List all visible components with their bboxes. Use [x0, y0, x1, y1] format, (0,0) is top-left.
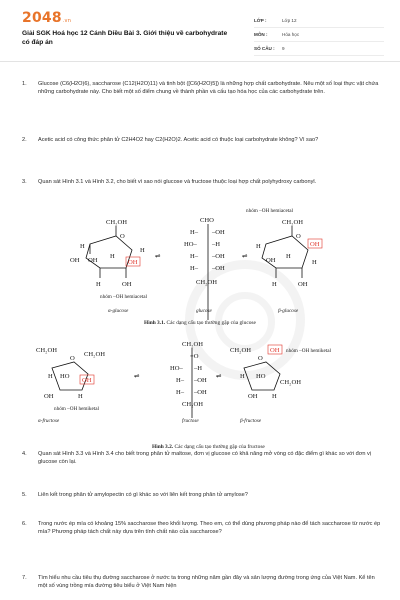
meta-value: Lớp 12 [282, 18, 297, 23]
question-number: 4. [22, 451, 27, 457]
svg-text:H: H [240, 373, 245, 380]
logo-text: 2048 [22, 10, 62, 26]
hemiketal-label-bottom: nhóm –OH hemiketal [54, 406, 99, 412]
hemiacetal-oh-alpha: OH [128, 259, 138, 266]
svg-text:OH: OH [266, 257, 276, 264]
svg-text:O: O [296, 233, 301, 240]
caption-number: Hình 3.2. [152, 444, 174, 450]
question-item [22, 491, 382, 499]
question-item [22, 80, 382, 97]
alpha-glucose-label: α-glucose [108, 308, 129, 314]
svg-text:⇌: ⇌ [216, 373, 222, 380]
svg-text:–H: –H [194, 365, 203, 372]
question-text: Trong nước ép mía có khoảng 15% saccharose theo khối lượng. Theo em, có thể dùng phương pháp nào để tách saccharose từ nước ép mía? Phương pháp tách chất này dựa trên tính chất nào của saccharose? [38, 521, 381, 536]
meta-row-class [254, 14, 384, 28]
svg-text:O: O [70, 355, 75, 362]
question-number: 1. [22, 81, 27, 87]
figure-3-1-caption [144, 320, 256, 326]
svg-text:HO–: HO– [170, 365, 183, 372]
fructose-label: fructose [182, 418, 199, 424]
question-text: Acetic acid có công thức phân tử C2H4O2 hay C2(H2O)2. Acetic acid có thuộc loại carbohydrate không? Vì sao? [38, 137, 319, 143]
question-text: Liên kết trong phân tử amylopectin có gì khác so với liên kết trong phân tử amylose? [38, 492, 248, 498]
svg-text:OH: OH [70, 257, 80, 264]
svg-text:H: H [48, 373, 53, 380]
svg-text:⇌: ⇌ [134, 373, 140, 380]
hemiacetal-label-top: nhóm –OH hemiacetal [246, 208, 293, 214]
site-logo[interactable] [22, 10, 71, 26]
caption-number: Hình 3.1. [144, 320, 166, 326]
svg-text:CH₂OH: CH₂OH [230, 347, 251, 354]
svg-text:CHO: CHO [200, 217, 214, 224]
svg-text:H: H [140, 247, 145, 254]
question-item [22, 178, 382, 186]
question-number: 3. [22, 179, 27, 185]
svg-text:–OH: –OH [212, 229, 225, 236]
svg-text:H: H [286, 253, 291, 260]
question-text: Glucose (C6(H2O)6), saccharose (C12(H2O)11) và tinh bột ([C6(H2O)5]) là những hợp chất carbohydrate. Nêu một số loại thực vật chứa những carbohydrate này. Cho biết một số điểm chung về thành phần và cấu tạo hóa học của các carbohydrate trên. [38, 81, 379, 96]
svg-text:H: H [96, 281, 101, 288]
svg-text:CH₂OH: CH₂OH [182, 401, 203, 408]
svg-text:H: H [272, 281, 277, 288]
glucose-label: glucose [196, 308, 212, 314]
svg-text:CH₂OH: CH₂OH [182, 341, 203, 348]
svg-text:HO–: HO– [184, 241, 197, 248]
question-item [22, 520, 382, 537]
svg-text:HO: HO [256, 373, 266, 380]
svg-text:O: O [258, 355, 263, 362]
svg-text:CH₂OH: CH₂OH [36, 347, 57, 354]
svg-text:=O: =O [190, 353, 199, 360]
svg-text:H–: H– [190, 265, 199, 272]
svg-text:⇌: ⇌ [242, 253, 248, 260]
question-text: Tìm hiểu nhu cầu tiêu thụ đường saccharose ở nước ta trong những năm gần đây và sản lượng đường trong ứng của Việt Nam. Kể tên một số vùng trồng mía đường tiêu biểu ở Việt Nam hiện [38, 575, 375, 590]
questions-list [0, 62, 400, 600]
logo-suffix: .vn [62, 18, 72, 24]
svg-text:HO: HO [60, 373, 70, 380]
meta-key: SỐ CÂU : [254, 46, 275, 51]
svg-text:CH₂OH: CH₂OH [196, 279, 217, 286]
svg-text:CH₂OH: CH₂OH [84, 351, 105, 358]
beta-glucose-label: β-glucose [278, 308, 299, 314]
hemiketal-oh-beta: OH [270, 347, 280, 354]
svg-text:H: H [110, 253, 115, 260]
question-item [22, 574, 382, 591]
svg-text:–OH: –OH [194, 389, 207, 396]
meta-key: MÔN : [254, 32, 268, 37]
svg-text:H: H [256, 243, 261, 250]
beta-fructose-label: β-fructose [240, 418, 262, 424]
meta-value: Hóa học [282, 32, 300, 37]
svg-text:H: H [312, 259, 317, 266]
svg-text:–OH: –OH [212, 265, 225, 272]
question-number: 5. [22, 492, 27, 498]
svg-text:H–: H– [176, 389, 185, 396]
svg-text:CH₂OH: CH₂OH [282, 219, 303, 226]
meta-row-count [254, 42, 384, 56]
glucose-structures [60, 202, 350, 334]
svg-text:OH: OH [298, 281, 308, 288]
page-header [0, 0, 400, 62]
alpha-fructose-label: α-fructose [38, 418, 60, 424]
question-item [22, 450, 382, 467]
fructose-structures [34, 338, 354, 442]
meta-key: LỚP : [254, 18, 267, 23]
svg-text:O: O [120, 233, 125, 240]
svg-text:H–: H– [176, 377, 185, 384]
svg-text:–OH: –OH [194, 377, 207, 384]
svg-text:–OH: –OH [212, 253, 225, 260]
svg-text:H: H [272, 393, 277, 400]
meta-value: 9 [282, 46, 285, 51]
question-text: Quan sát Hình 3.3 và Hình 3.4 cho biết trong phân tử maltose, đơn vị glucose có khả năng mở vòng có đặc điểm gì khác so với đơn vị glucose còn lại. [38, 451, 372, 466]
question-item [22, 136, 382, 144]
figure-3-1 [60, 202, 350, 334]
svg-text:H: H [80, 243, 85, 250]
svg-text:–H: –H [212, 241, 221, 248]
hemiacetal-label-bottom: nhóm –OH hemiacetal [100, 294, 147, 300]
svg-text:H: H [78, 393, 83, 400]
meta-table [254, 14, 384, 56]
svg-text:⇌: ⇌ [155, 253, 161, 260]
question-number: 6. [22, 521, 27, 527]
page-title: Giải SGK Hoá học 12 Cánh Diều Bài 3. Giới thiệu về carbohydrate có đáp án [22, 30, 228, 46]
svg-text:OH: OH [88, 257, 98, 264]
svg-text:OH: OH [248, 393, 258, 400]
question-number: 7. [22, 575, 27, 581]
svg-text:OH: OH [44, 393, 54, 400]
hemiketal-oh-alpha: OH [82, 377, 92, 384]
hemiketal-label-right: nhóm –OH hemiketal [286, 348, 331, 354]
svg-text:OH: OH [122, 281, 132, 288]
svg-text:CH₂OH: CH₂OH [106, 219, 127, 226]
question-number: 2. [22, 137, 27, 143]
question-text: Quan sát Hình 3.1 và Hình 3.2, cho biết vì sao nói glucose và fructose thuộc loại hợp chất polyhydroxy carbonyl. [38, 179, 317, 185]
meta-row-subject [254, 28, 384, 42]
caption-text: Các dạng cấu tạo thường gặp của glucose [165, 320, 256, 326]
svg-text:CH₂OH: CH₂OH [280, 379, 301, 386]
hemiacetal-oh-beta: OH [310, 241, 320, 248]
figure-3-2 [34, 338, 331, 458]
caption-text: Các dạng cấu tạo thường gặp của fructose [173, 444, 265, 450]
svg-text:H–: H– [190, 253, 199, 260]
svg-text:H–: H– [190, 229, 199, 236]
